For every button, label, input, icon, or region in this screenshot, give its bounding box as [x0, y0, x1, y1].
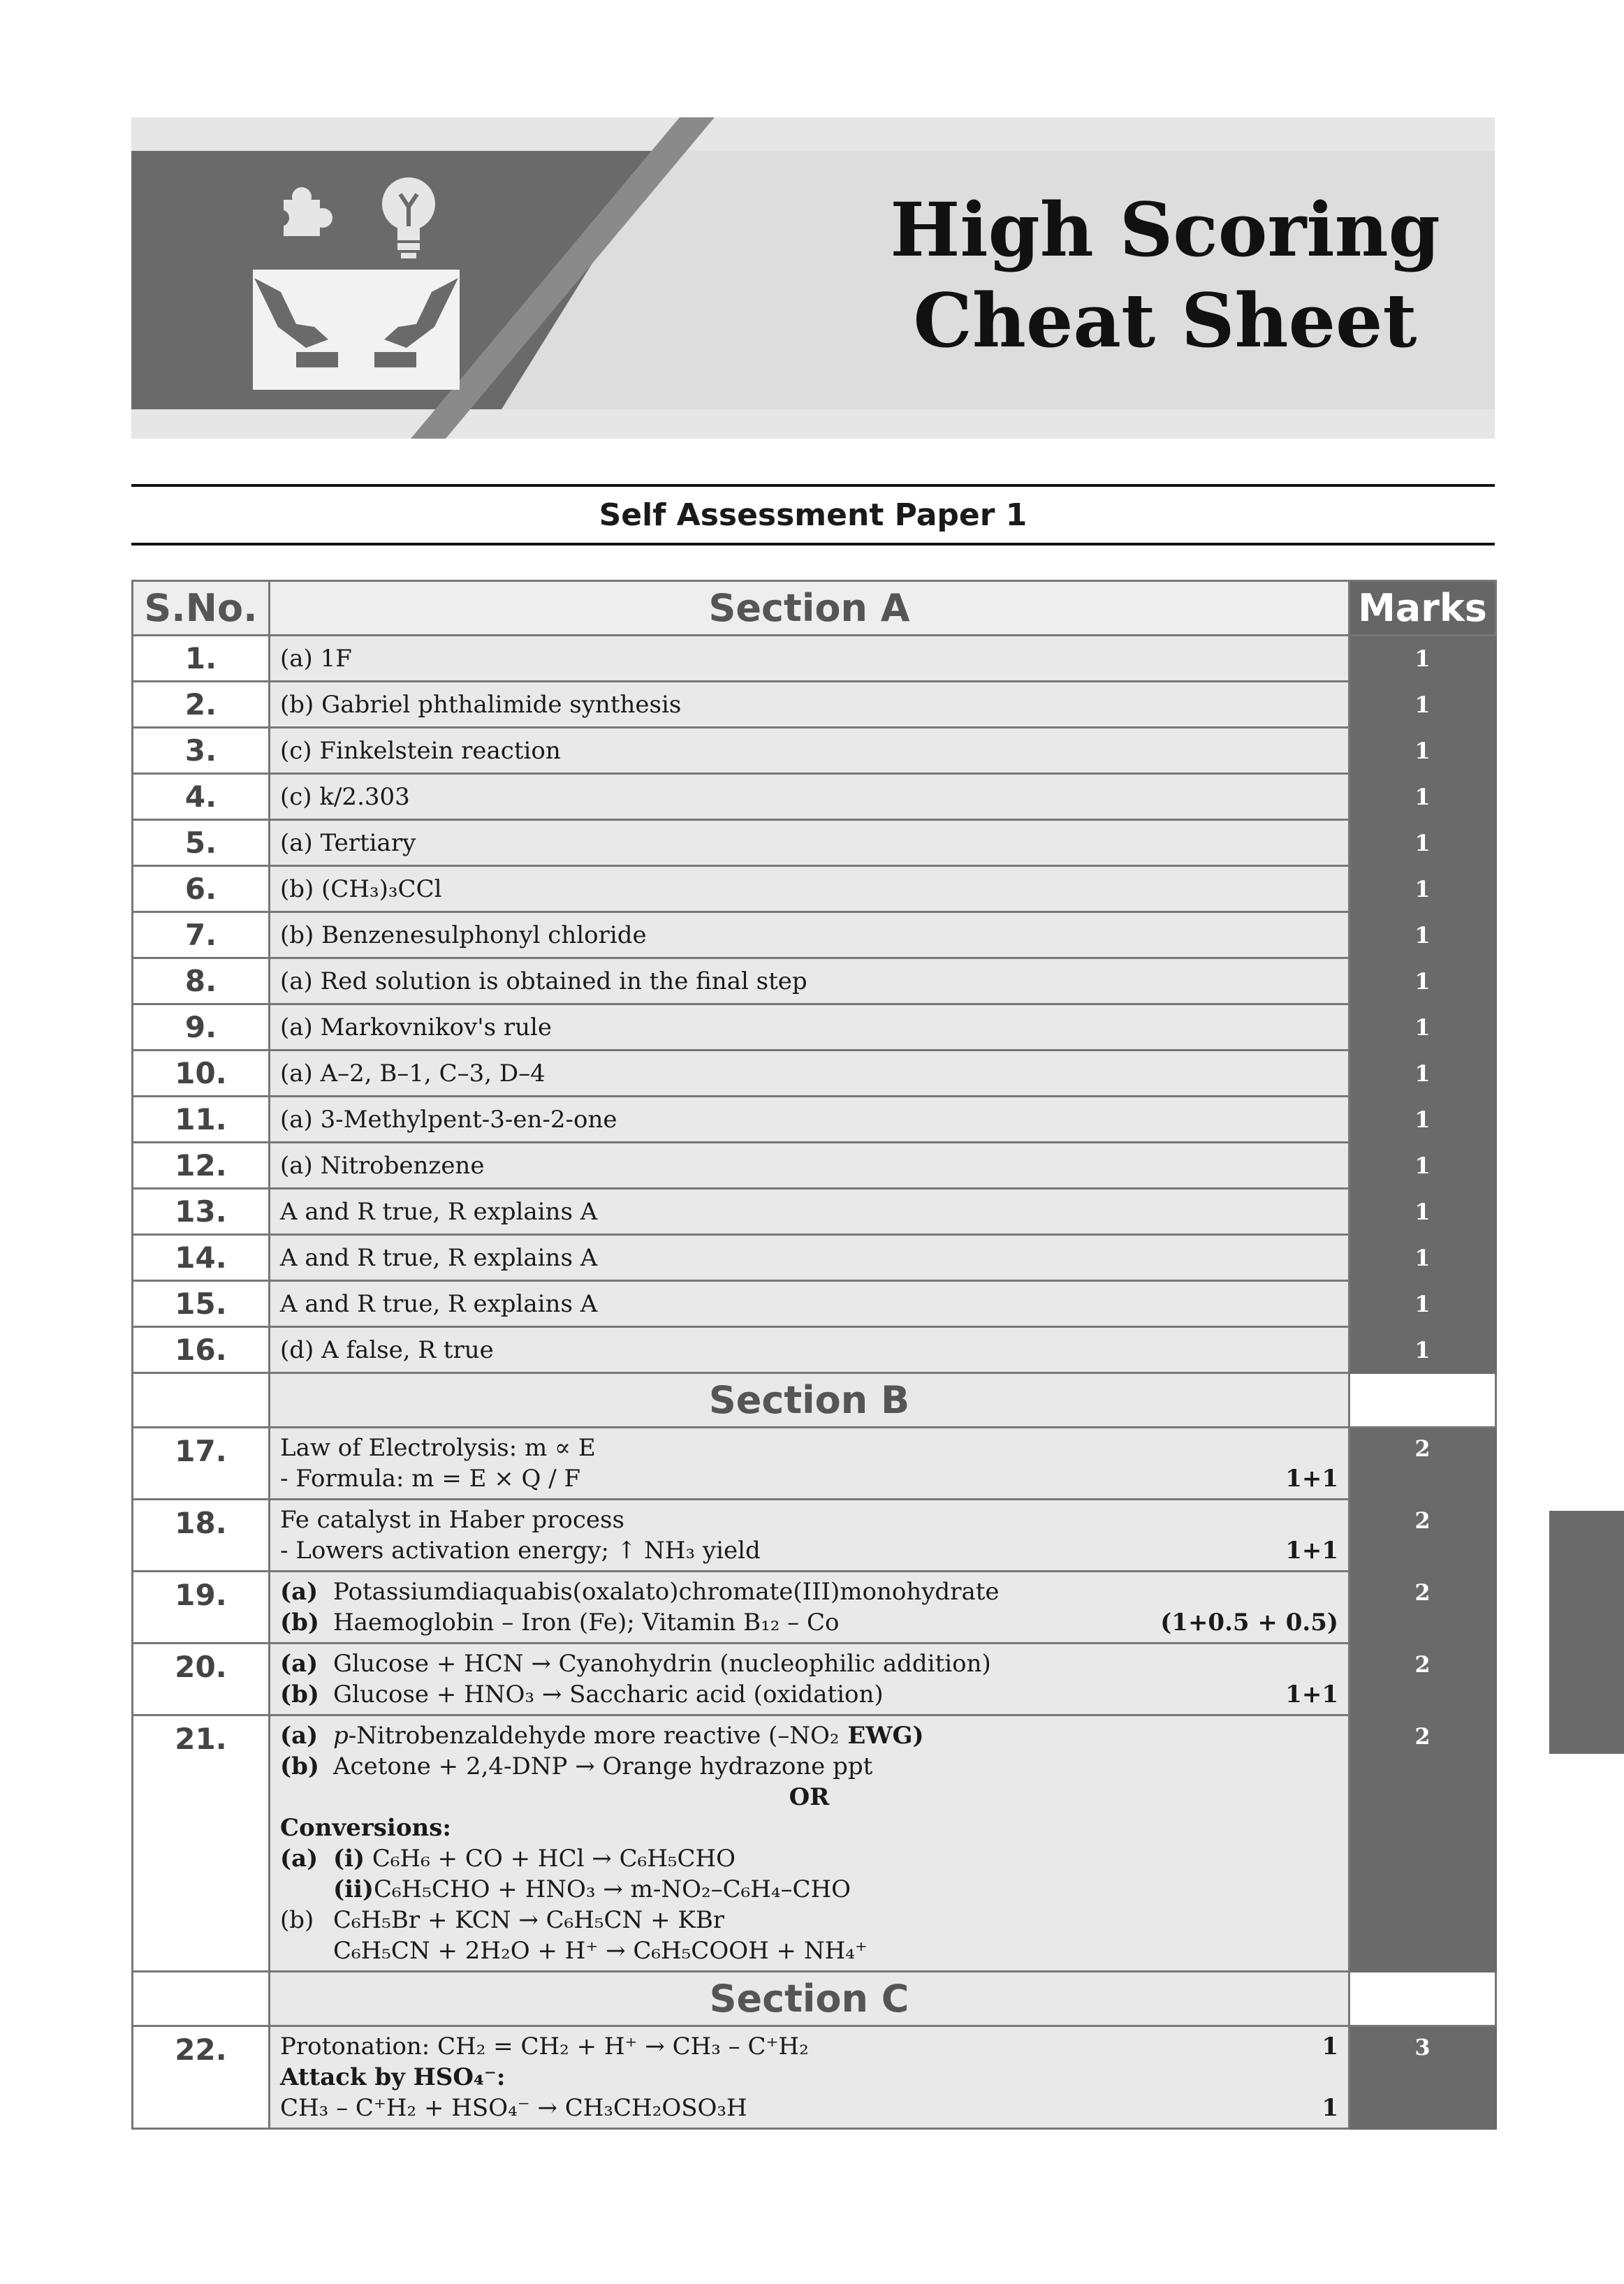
row-marks: 1 [1349, 1327, 1496, 1373]
section-c-sno-cell [133, 1972, 270, 2026]
section-c-row [133, 1972, 1496, 2026]
table-row [133, 2026, 1496, 2129]
row-marks: 3 [1349, 2026, 1496, 2129]
q19-a-label: (a) [280, 1578, 319, 1606]
q17-line-2 [280, 1463, 1338, 1494]
row-sno: 10. [133, 1051, 270, 1097]
q21-a-bold: EWG) [839, 1722, 924, 1750]
q18-line-2-text: - Lowers activation energy; ↑ NH₃ yield [280, 1537, 761, 1565]
row-answer: (d) A false, R true [270, 1327, 1349, 1373]
table-row [133, 774, 1496, 820]
table-row [133, 1281, 1496, 1327]
row-answer [270, 1715, 1349, 1972]
table-row [133, 1004, 1496, 1051]
row-answer: A and R true, R explains A [270, 1235, 1349, 1281]
table-row [133, 636, 1496, 682]
row-answer: (b) Gabriel phthalimide synthesis [270, 682, 1349, 728]
row-marks: 1 [1349, 866, 1496, 912]
row-answer: (a) Markovnikov's rule [270, 1004, 1349, 1051]
q21-part-b [280, 1751, 1338, 1782]
table-row [133, 728, 1496, 774]
q22-line-3-mark: 1 [1322, 2094, 1338, 2122]
row-marks: 1 [1349, 636, 1496, 682]
table-row [133, 820, 1496, 866]
row-marks: 1 [1349, 1051, 1496, 1097]
row-answer: (c) k/2.303 [270, 774, 1349, 820]
q21-a-prefix: p [333, 1722, 349, 1750]
header-sno: S.No. [133, 581, 270, 636]
banner-title-line-1: High Scoring [890, 186, 1440, 273]
row-sno: 16. [133, 1327, 270, 1373]
q20-a-text: Glucose + HCN → Cyanohydrin (nucleophilic addition) [333, 1650, 991, 1678]
q20-part-b [280, 1679, 1338, 1710]
row-sno: 22. [133, 2026, 270, 2129]
q21-or: OR [789, 1783, 830, 1811]
row-sno: 11. [133, 1097, 270, 1143]
q17-split: 1+1 [1285, 1465, 1338, 1493]
q22-line-3-text: CH₃ – C⁺H₂ + HSO₄⁻ → CH₃CH₂OSO₃H [280, 2094, 747, 2122]
q20-b-text: Glucose + HNO₃ → Saccharic acid (oxidation) [333, 1681, 884, 1708]
row-marks: 1 [1349, 1189, 1496, 1235]
banner-title-line-2: Cheat Sheet [913, 277, 1417, 364]
table-row [133, 1097, 1496, 1143]
row-sno: 20. [133, 1644, 270, 1715]
section-c-title: Section C [270, 1972, 1349, 2026]
row-answer: A and R true, R explains A [270, 1281, 1349, 1327]
q21-conv-a-i-text: C₆H₆ + CO + HCl → C₆H₅CHO [365, 1845, 736, 1873]
q19-split: (1+0.5 + 0.5) [1160, 1609, 1338, 1637]
q21-conv-a-ii [280, 1874, 1338, 1905]
banner [131, 117, 1495, 439]
section-b-marks-cell [1349, 1373, 1496, 1428]
q22-line-2: Attack by HSO₄⁻: [280, 2063, 506, 2091]
q19-a-text: Potassiumdiaquabis(oxalato)chromate(III)monohydrate [333, 1578, 1000, 1606]
row-marks: 1 [1349, 820, 1496, 866]
row-marks: 2 [1349, 1500, 1496, 1572]
row-sno: 9. [133, 1004, 270, 1051]
row-sno: 5. [133, 820, 270, 866]
answer-table [131, 580, 1497, 2130]
q21-conv-a-ii-text: C₆H₅CHO + HNO₃ → m-NO₂–C₆H₄–CHO [374, 1875, 851, 1903]
table-row [133, 1235, 1496, 1281]
table-row [133, 1327, 1496, 1373]
section-b-title: Section B [270, 1373, 1349, 1428]
q18-line-2 [280, 1535, 1338, 1566]
q21-b-label: (b) [280, 1752, 319, 1780]
q21-b-text: Acetone + 2,4-DNP → Orange hydrazone ppt [333, 1752, 873, 1780]
row-marks: 2 [1349, 1715, 1496, 1972]
row-answer [270, 1644, 1349, 1715]
row-answer [270, 1500, 1349, 1572]
q21-conversions-label: Conversions: [280, 1814, 451, 1842]
row-answer: (a) 3-Methylpent-3-en-2-one [270, 1097, 1349, 1143]
row-sno: 13. [133, 1189, 270, 1235]
q19-b-label: (b) [280, 1609, 319, 1637]
row-answer: A and R true, R explains A [270, 1189, 1349, 1235]
side-tab [1549, 1511, 1624, 1754]
table-row [133, 1143, 1496, 1189]
q18-line-1: Fe catalyst in Haber process [280, 1506, 624, 1534]
q21-conv-a-i-label: (i) [333, 1845, 365, 1873]
row-sno: 3. [133, 728, 270, 774]
q20-part-a [280, 1648, 1338, 1679]
table-row [133, 1644, 1496, 1715]
table-row [133, 1715, 1496, 1972]
row-answer: (a) A–2, B–1, C–3, D–4 [270, 1051, 1349, 1097]
row-answer [270, 1572, 1349, 1644]
row-sno: 12. [133, 1143, 270, 1189]
q20-split: 1+1 [1285, 1681, 1338, 1708]
row-sno: 14. [133, 1235, 270, 1281]
row-sno: 7. [133, 912, 270, 958]
q22-line-1-text: Protonation: CH₂ = CH₂ + H⁺ → CH₃ – C⁺H₂ [280, 2033, 809, 2060]
q21-a-text: -Nitrobenzaldehyde more reactive (–NO₂ [348, 1722, 840, 1750]
q18-split: 1+1 [1285, 1537, 1338, 1565]
q20-b-label: (b) [280, 1681, 319, 1708]
q21-conv-b-text-2: C₆H₅CN + 2H₂O + H⁺ → C₆H₅COOH + NH₄⁺ [333, 1937, 868, 1965]
row-answer: (b) Benzenesulphonyl chloride [270, 912, 1349, 958]
q21-conv-b-text-1: C₆H₅Br + KCN → C₆H₅CN + KBr [333, 1906, 725, 1934]
row-sno: 8. [133, 958, 270, 1004]
q17-line-1: Law of Electrolysis: m ∝ E [280, 1434, 596, 1462]
section-a-body [133, 636, 1496, 1373]
open-hands-icon [253, 270, 460, 390]
row-sno: 21. [133, 1715, 270, 1972]
table-row [133, 682, 1496, 728]
row-marks: 1 [1349, 1004, 1496, 1051]
q21-conv-a-i [280, 1843, 1338, 1874]
row-sno: 15. [133, 1281, 270, 1327]
section-b-row [133, 1373, 1496, 1428]
row-answer: (a) Tertiary [270, 820, 1349, 866]
section-c-marks-cell [1349, 1972, 1496, 2026]
row-marks: 1 [1349, 1097, 1496, 1143]
row-sno: 6. [133, 866, 270, 912]
row-answer: (c) Finkelstein reaction [270, 728, 1349, 774]
table-row [133, 958, 1496, 1004]
row-answer: (a) Nitrobenzene [270, 1143, 1349, 1189]
row-sno: 19. [133, 1572, 270, 1644]
table-row [133, 1051, 1496, 1097]
table-row [133, 912, 1496, 958]
row-marks: 1 [1349, 682, 1496, 728]
table-row [133, 1428, 1496, 1500]
q21-conv-a-ii-label: (ii) [333, 1875, 374, 1903]
q21-conv-b-label: (b) [280, 1906, 314, 1934]
q22-line-3 [280, 2093, 1338, 2123]
row-marks: 1 [1349, 1281, 1496, 1327]
row-sno: 18. [133, 1500, 270, 1572]
table-row [133, 1500, 1496, 1572]
q21-conv-b-2 [280, 1935, 1338, 1966]
section-b-sno-cell [133, 1373, 270, 1428]
q19-b-text: Haemoglobin – Iron (Fe); Vitamin B₁₂ – Co [333, 1609, 840, 1637]
row-marks: 1 [1349, 912, 1496, 958]
row-marks: 1 [1349, 774, 1496, 820]
row-marks: 1 [1349, 728, 1496, 774]
q22-line-1-mark: 1 [1322, 2033, 1338, 2060]
q17-line-2-text: - Formula: m = E × Q / F [280, 1465, 581, 1493]
header-marks: Marks [1349, 581, 1496, 636]
q21-a-label: (a) [280, 1722, 319, 1750]
row-sno: 4. [133, 774, 270, 820]
row-answer: (a) 1F [270, 636, 1349, 682]
row-sno: 17. [133, 1428, 270, 1500]
table-header-row [133, 581, 1496, 636]
q20-a-label: (a) [280, 1650, 319, 1678]
table-row [133, 1189, 1496, 1235]
row-sno: 2. [133, 682, 270, 728]
row-marks: 1 [1349, 958, 1496, 1004]
row-answer [270, 1428, 1349, 1500]
q21-conv-b-1 [280, 1905, 1338, 1935]
table-row [133, 866, 1496, 912]
q19-part-a [280, 1576, 1338, 1607]
row-marks: 2 [1349, 1572, 1496, 1644]
row-answer: (b) (CH₃)₃CCl [270, 866, 1349, 912]
row-marks: 2 [1349, 1428, 1496, 1500]
table-row [133, 1572, 1496, 1644]
row-sno: 1. [133, 636, 270, 682]
q22-line-1 [280, 2031, 1338, 2062]
q21-part-a [280, 1720, 1338, 1751]
banner-title [830, 184, 1495, 366]
paper-heading: Self Assessment Paper 1 [131, 484, 1495, 546]
row-answer [270, 2026, 1349, 2129]
q19-part-b [280, 1607, 1338, 1638]
row-marks: 1 [1349, 1143, 1496, 1189]
row-marks: 2 [1349, 1644, 1496, 1715]
header-section-a: Section A [270, 581, 1349, 636]
q21-conv-a-label: (a) [280, 1845, 319, 1873]
row-answer: (a) Red solution is obtained in the final step [270, 958, 1349, 1004]
row-marks: 1 [1349, 1235, 1496, 1281]
